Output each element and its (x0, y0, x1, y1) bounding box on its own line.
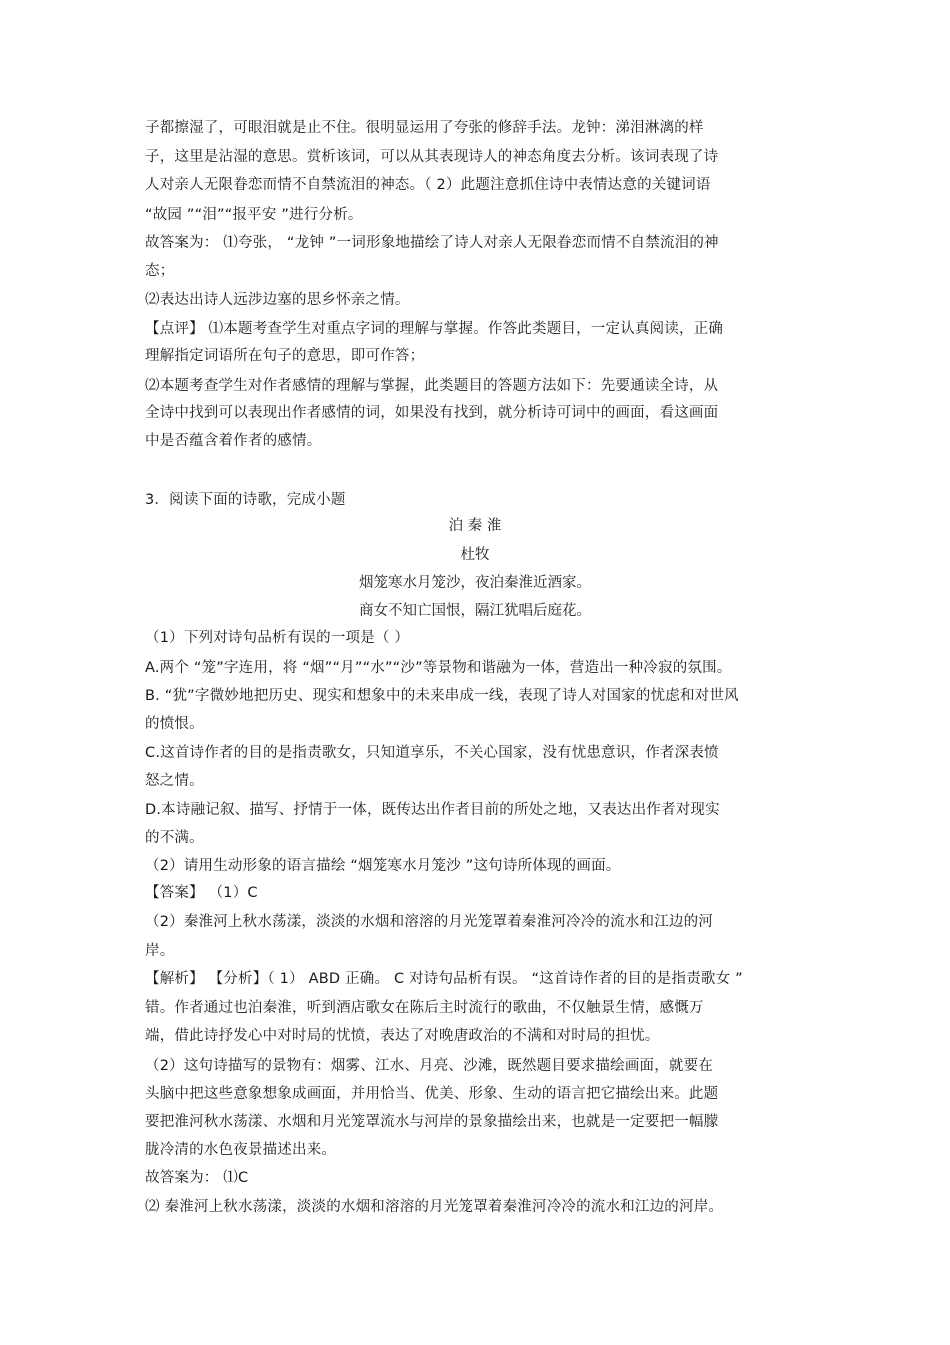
text-line: 中是否蕴含着作者的感情。 (145, 433, 322, 449)
option-d: D.本诗融记叙、描写、抒情于一体，既传达出作者目前的所处之地，又表达出作者对现实 (145, 802, 720, 818)
poem-line: 烟笼寒水月笼沙，夜泊秦淮近酒家。 (359, 575, 591, 591)
analysis-line: 胧冷清的水色夜景描述出来。 (145, 1142, 337, 1158)
option-b: B. “犹”字微妙地把历史、现实和想象中的未来串成一线，表现了诗人对国家的忧虑和对世风 (145, 688, 739, 704)
text-line: ⑵本题考查学生对作者感情的理解与掌握，此类题目的答题方法如下：先要通读全诗，从 (145, 378, 719, 394)
text-line: 子都擦湿了，可眼泪就是止不住。很明显运用了夸张的修辞手法。龙钟：涕泪淋漓的样 (145, 120, 704, 136)
text-line: 人对亲人无限眷恋而情不自禁流泪的神态。（ 2）此题注意抓住诗中表情达意的关键词语 (145, 177, 711, 193)
sub-question: （1）下列对诗句品析有误的一项是（ ） (145, 630, 410, 646)
sub-question: （2）请用生动形象的语言描绘 “烟笼寒水月笼沙 ”这句诗所体现的画面。 (145, 858, 621, 874)
text-line: 子，这里是沾湿的意思。赏析该词，可以从其表现诗人的神态角度去分析。该词表现了诗 (145, 149, 719, 165)
text-line: 全诗中找到可以表现出作者感情的词，如果没有找到，就分析诗可词中的画面，看这画面 (145, 405, 719, 421)
text-line: 理解指定词语所在句子的意思，即可作答； (145, 348, 425, 364)
analysis-line: （2）这句诗描写的景物有：烟雾、江水、月亮、沙滩，既然题目要求描绘画面，就要在 (145, 1058, 714, 1074)
option-c: C.这首诗作者的目的是指责歌女，只知道享乐，不关心国家，没有忧患意识，作者深表愤 (145, 745, 719, 761)
analysis-line: 错。作者通过也泊秦淮，听到酒店歌女在陈后主时流行的歌曲，不仅触景生情，感慨万 (145, 1000, 704, 1016)
comment-line: 【点评】 ⑴本题考查学生对重点字词的理解与掌握。作答此类题目，一定认真阅读，正确 (145, 321, 724, 337)
analysis-line: 要把淮河秋水荡漾、水烟和月光笼罩流水与河岸的景象描绘出来，也就是一定要把一幅朦 (145, 1114, 719, 1130)
analysis-line: 【解析】 【分析】（ 1） ABD 正确。 C 对诗句品析有误。 “这首诗作者的目的是指责歌女 ” (145, 971, 743, 987)
answer-line: （2）秦淮河上秋水荡漾，淡淡的水烟和溶溶的月光笼罩着秦淮河冷冷的流水和江边的河 (145, 914, 714, 930)
analysis-line: 端，借此诗抒发心中对时局的忧愤，表达了对晚唐政治的不满和对时局的担忧。 (145, 1028, 660, 1044)
text-line: ⑵表达出诗人远涉边塞的思乡怀亲之情。 (145, 292, 410, 308)
text-line: “故园 ”“泪”“报平安 ”进行分析。 (145, 207, 363, 223)
option-d-cont: 的不满。 (145, 830, 204, 846)
poem-author: 杜牧 (460, 547, 490, 563)
question-heading: 3．阅读下面的诗歌，完成小题 (145, 492, 346, 508)
answer-label: 【答案】 （1）C (145, 885, 258, 901)
answer-line: 故答案为： ⑴夸张， “龙钟 ”一词形象地描绘了诗人对亲人无限眷恋而情不自禁流泪的神 (145, 235, 719, 251)
poem-line: 商女不知亡国恨，隔江犹唱后庭花。 (359, 603, 591, 619)
answer-line: 岸。 (145, 943, 175, 959)
final-answer: 故答案为： ⑴C (145, 1170, 249, 1186)
option-c-cont: 怒之情。 (145, 773, 204, 789)
poem-title: 泊 秦 淮 (448, 518, 502, 534)
final-answer: ⑵ 秦淮河上秋水荡漾，淡淡的水烟和溶溶的月光笼罩着秦淮河冷冷的流水和江边的河岸。 (145, 1199, 724, 1215)
option-b-cont: 的愤恨。 (145, 716, 204, 732)
analysis-line: 头脑中把这些意象想象成画面，并用恰当、优美、形象、生动的语言把它描绘出来。此题 (145, 1086, 719, 1102)
text-line: 态； (145, 263, 175, 279)
option-a: A.两个 “笼”字连用，将 “烟”“月”“水”“沙”等景物和谐融为一体，营造出一种冷寂的氛围。 (145, 660, 732, 676)
